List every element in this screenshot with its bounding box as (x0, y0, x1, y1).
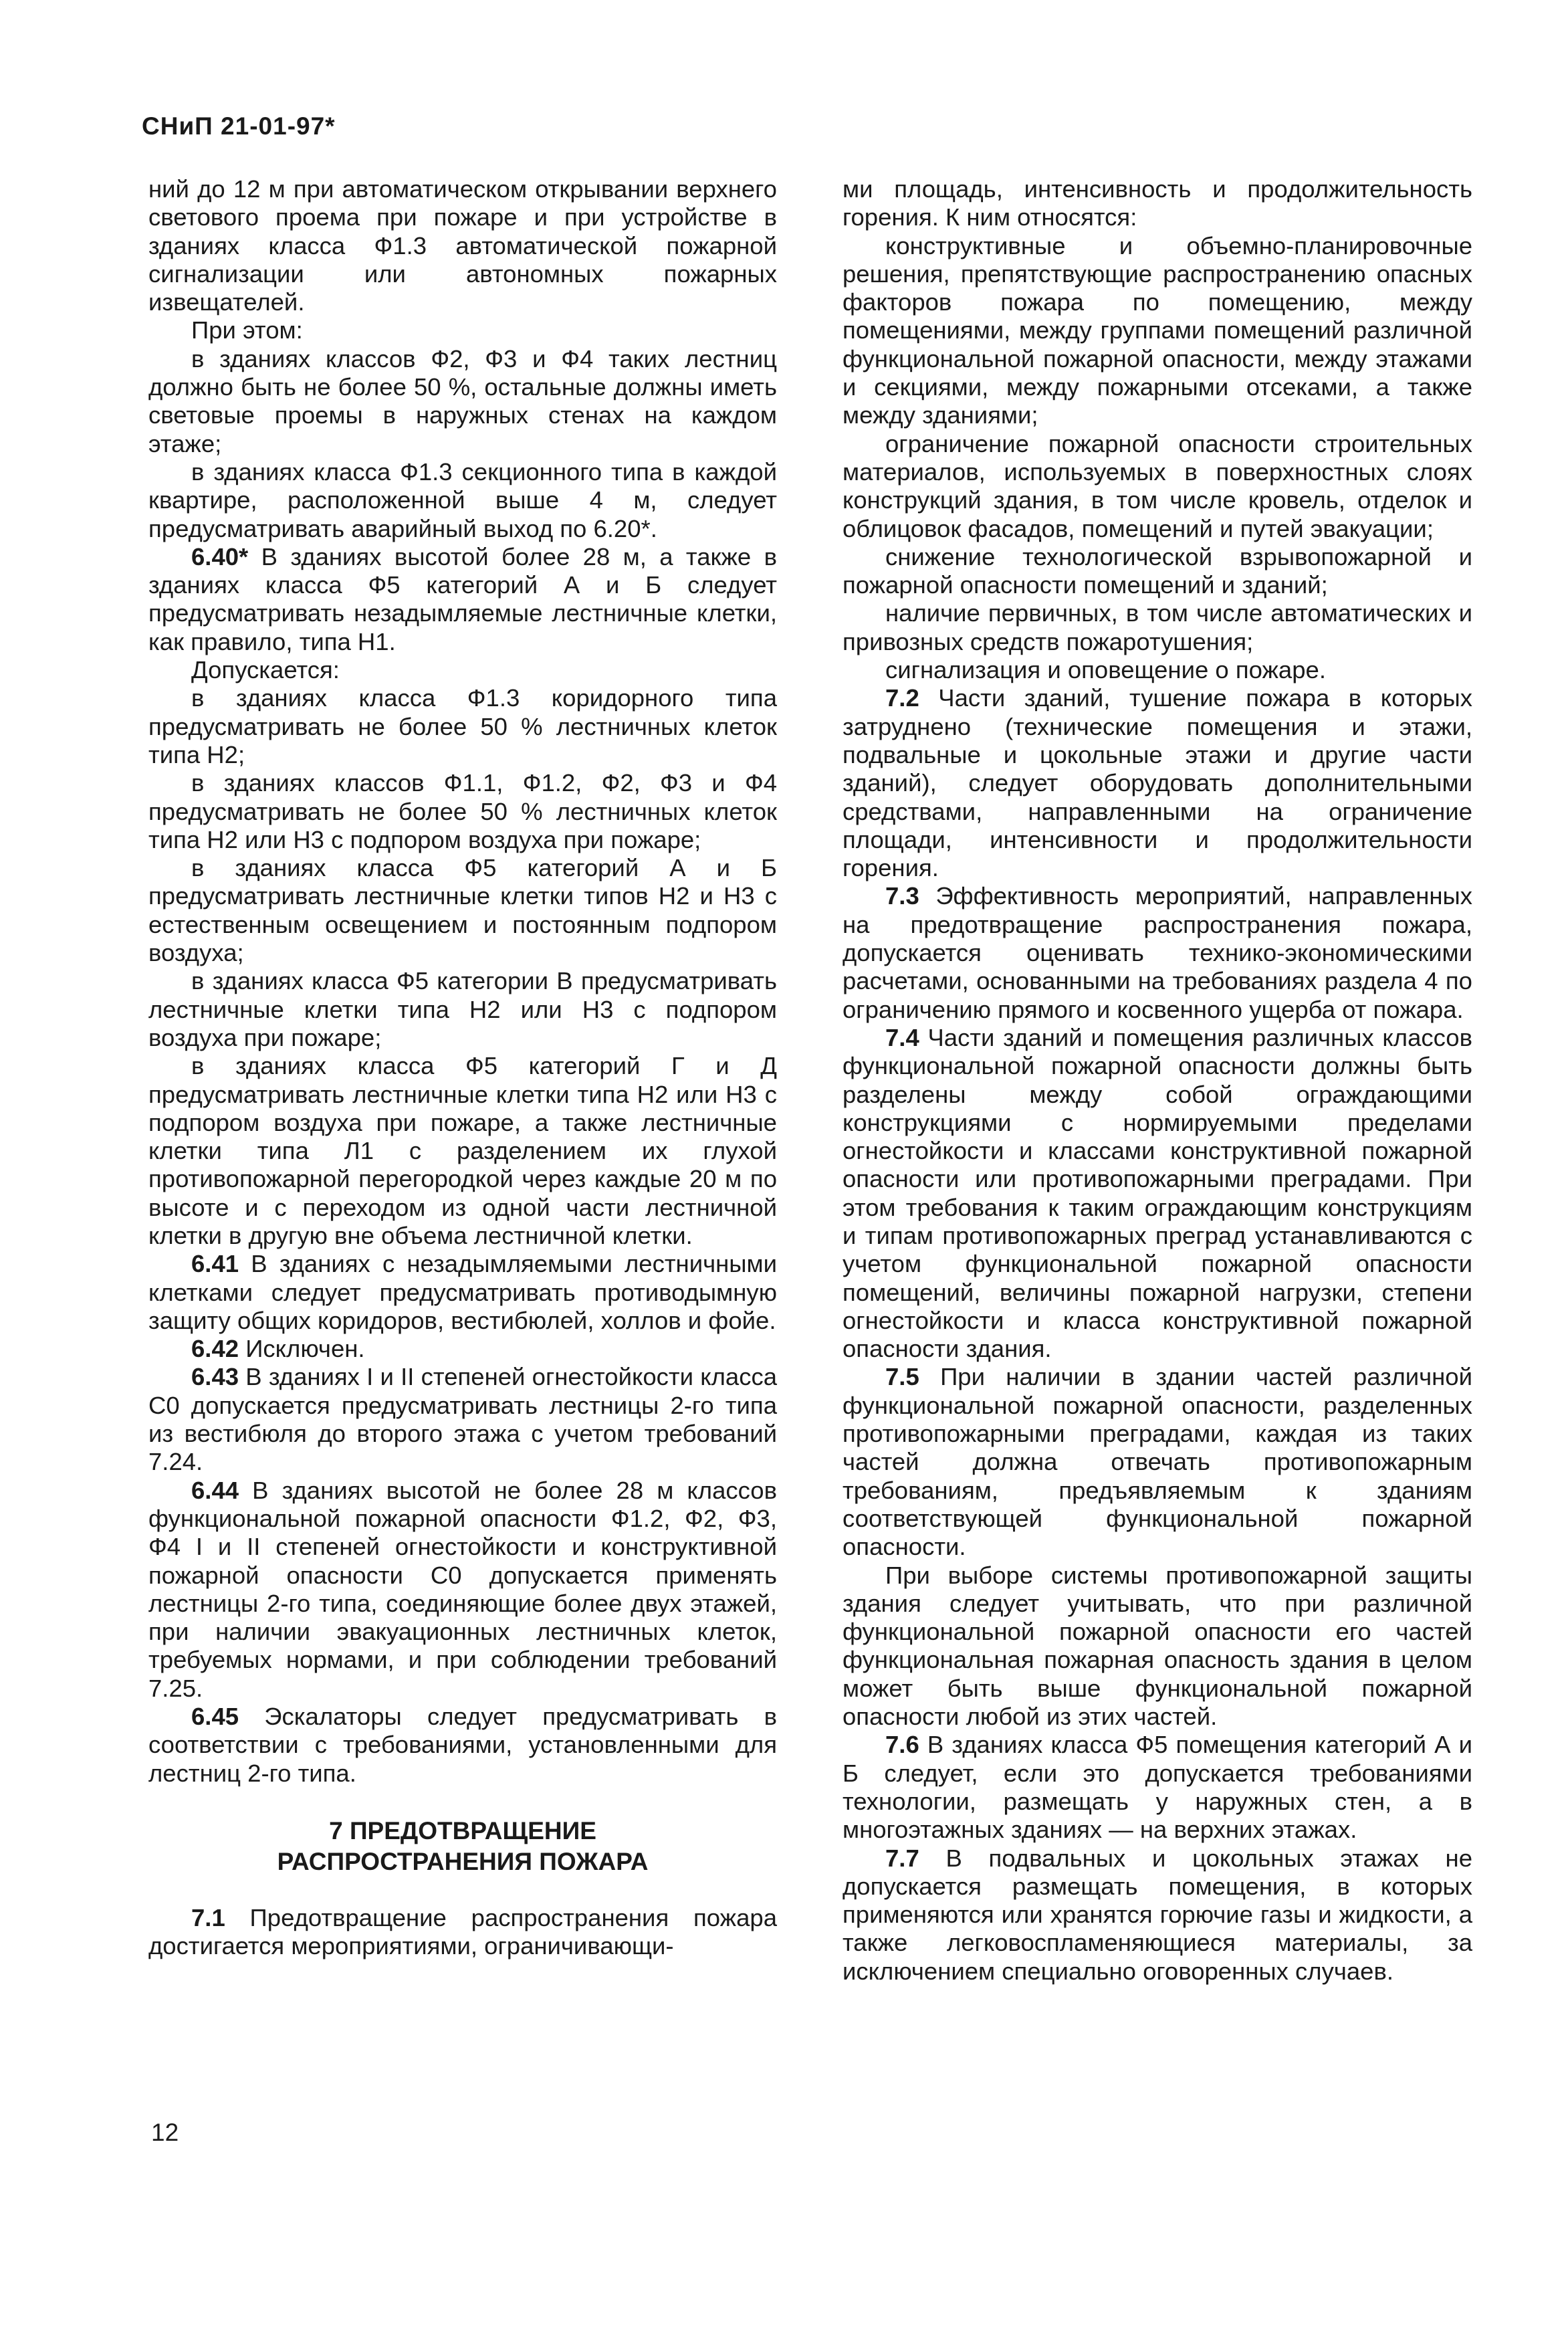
paragraph-text: в зданиях класса Ф1.3 коридорного типа предусматривать не более 50 % лестничных клеток типа Н2; (148, 684, 777, 768)
paragraph-text: При наличии в здании частей различной функциональной пожарной опасности, разделенных противопожарными преградами, каждая из таких частей должна отвечать противопожарным требованиям, предъявляемым к зданиям соответствующей функциональной пожарной опасности. (843, 1363, 1472, 1561)
page-number: 12 (151, 2119, 179, 2146)
paragraph-text: В зданиях с незадымляемыми лестничными клетками следует предусматривать противодымную защиту общих коридоров, вестибюлей, холлов и фойе. (148, 1250, 777, 1334)
paragraph-text: в зданиях класса Ф5 категории В предусматривать лестничные клетки типа Н2 или Н3 с подпором воздуха при пожаре; (148, 967, 777, 1051)
paragraph (843, 232, 1472, 430)
right-paragraphs (843, 175, 1472, 1986)
clause-number: 6.43 (191, 1363, 239, 1391)
paragraph (148, 1363, 777, 1476)
section-title (148, 1816, 777, 1877)
clause-number: 6.42 (191, 1335, 239, 1363)
paragraph (148, 1477, 777, 1703)
section-title-line-2: РАСПРОСТРАНЕНИЯ ПОЖАРА (277, 1847, 649, 1875)
paragraph (148, 1335, 777, 1363)
paragraph (148, 175, 777, 316)
paragraph (843, 1363, 1472, 1561)
paragraph (843, 543, 1472, 600)
paragraph (843, 1844, 1472, 1986)
paragraph (148, 458, 777, 543)
paragraph (843, 684, 1472, 882)
paragraph-text: в зданиях классов Ф1.1, Ф1.2, Ф2, Ф3 и Ф4 предусматривать не более 50 % лестничных клеток типа Н2 или Н3 с подпором воздуха при пожаре; (148, 769, 777, 853)
clause-number: 6.44 (191, 1476, 239, 1504)
paragraph-text: При выборе системы противопожарной защиты здания следует учитывать, что при различной функциональной пожарной опасности его частей функциональная пожарная опасность здания в целом может быть выше функциональной пожарной опасности любой из этих частей. (843, 1561, 1472, 1731)
paragraph-text: Части зданий, тушение пожара в которых затруднено (технические помещения и этажи, подвальные и цокольные этажи и другие части зданий), следует оборудовать дополнительными средствами, направленными на ограничение площади, интенсивности и продолжительности горения. (843, 684, 1472, 882)
paragraph (843, 430, 1472, 543)
paragraph (843, 656, 1472, 684)
paragraph (148, 684, 777, 769)
paragraph (148, 345, 777, 458)
paragraph-text: в зданиях класса Ф5 категорий Г и Д предусматривать лестничные клетки типа Н2 или Н3 с подпором воздуха при пожаре, а также лестничные клетки типа Л1 с разделением их глухой противопожарной перегородкой через каждые 20 м по высоте и с переходом из одной части лестничной клетки в другую вне объема лестничной клетки. (148, 1052, 777, 1249)
right-column (843, 175, 1472, 1986)
paragraph (843, 1731, 1472, 1844)
left-paragraphs-after (148, 1904, 777, 1961)
paragraph (148, 854, 777, 967)
paragraph (843, 882, 1472, 1023)
clause-number: 7.5 (885, 1363, 919, 1391)
paragraph-text: В зданиях класса Ф5 помещения категорий А и Б следует, если это допускается требованиями технологии, размещать у наружных стен, а в многоэтажных зданиях — на верхних этажах. (843, 1731, 1472, 1844)
document-code-header: СНиП 21-01-97* (142, 112, 336, 140)
paragraph (843, 175, 1472, 232)
paragraph-text: конструктивные и объемно-планировочные решения, препятствующие распространению опасных факторов пожара по помещению, между помещениями, между группами помещений различной функциональной пожарной опасности, между этажами и секциями, между пожарными отсеками, а также между зданиями; (843, 231, 1472, 429)
paragraph-text: В зданиях высотой более 28 м, а также в зданиях класса Ф5 категорий А и Б следует предусматривать незадымляемые лестничные клетки, как правило, типа Н1. (148, 542, 777, 655)
left-column (148, 175, 777, 1961)
paragraph (148, 967, 777, 1052)
clause-number: 6.41 (191, 1250, 239, 1278)
paragraph (148, 769, 777, 854)
paragraph-text: в зданиях класса Ф5 категорий А и Б предусматривать лестничные клетки типов Н2 и Н3 с естественным освещением и постоянным подпором воздуха; (148, 854, 777, 967)
left-paragraphs (148, 175, 777, 1788)
paragraph-text: В зданиях I и II степеней огнестойкости класса С0 допускается предусматривать лестницы 2-го типа из вестибюля до второго этажа с учетом требований 7.24. (148, 1363, 777, 1476)
paragraph-text: Исключен. (239, 1335, 365, 1363)
paragraph-text: снижение технологической взрывопожарной и пожарной опасности помещений и зданий; (843, 542, 1472, 599)
paragraph (843, 1562, 1472, 1731)
paragraph (148, 316, 777, 344)
clause-number: 6.45 (191, 1703, 239, 1731)
paragraph (843, 599, 1472, 656)
clause-number: 7.7 (885, 1844, 919, 1872)
paragraph-text: ний до 12 м при автоматическом открывании верхнего светового проема при пожаре и при устройстве в зданиях класса Ф1.3 автоматической пожарной сигнализации или автономных пожарных извещателей. (148, 175, 777, 316)
paragraph-text: В подвальных и цокольных этажах не допускается размещать помещения, в которых применяются или хранятся горючие газы и жидкости, а также легковоспламеняющиеся материалы, за исключением специально оговоренных случаев. (843, 1844, 1472, 1985)
clause-number: 7.4 (885, 1023, 919, 1051)
paragraph (148, 1052, 777, 1250)
paragraph-text: в зданиях классов Ф2, Ф3 и Ф4 таких лестниц должно быть не более 50 %, остальные должны иметь световые проемы в наружных стенах на каждом этаже; (148, 344, 777, 457)
clause-number: 7.2 (885, 684, 919, 712)
paragraph (148, 1904, 777, 1961)
paragraph-text: Эскалаторы следует предусматривать в соответствии с требованиями, установленными для лестниц 2-го типа. (148, 1703, 777, 1787)
paragraph-text: В зданиях высотой не более 28 м классов функциональной пожарной опасности Ф1.2, Ф2, Ф3, Ф4 I и II степеней огнестойкости и конструктивной пожарной опасности С0 допускается применять лестницы 2-го типа, соединяющие более двух этажей, при наличии эвакуационных лестничных клеток, требуемых нормами, и при соблюдении требований 7.25. (148, 1476, 777, 1702)
paragraph-text: Части зданий и помещения различных классов функциональной пожарной опасности должны быть разделены между собой ограждающими конструкциями с нормируемыми пределами огнестойкости и классами конструктивной пожарной опасности или противопожарными преградами. При этом требования к таким ограждающим конструкциям и типам противопожарных преград устанавливаются с учетом функциональной пожарной опасности помещений, величины пожарной нагрузки, степени огнестойкости и класса конструктивной пожарной опасности здания. (843, 1023, 1472, 1363)
paragraph-text: ограничение пожарной опасности строительных материалов, используемых в поверхностных слоях конструкций здания, в том числе кровель, отделок и облицовок фасадов, помещений и путей эвакуации; (843, 429, 1472, 542)
paragraph (148, 1703, 777, 1788)
paragraph-text: Эффективность мероприятий, направленных на предотвращение распространения пожара, допускается оценивать технико-экономическими расчетами, основанными на требованиях раздела 4 по ограничению прямого и косвенного ущерба от пожара. (843, 882, 1472, 1023)
paragraph-text: наличие первичных, в том числе автоматических и привозных средств пожаротушения; (843, 599, 1472, 655)
paragraph-text: в зданиях класса Ф1.3 секционного типа в каждой квартире, расположенной выше 4 м, следует предусматривать аварийный выход по 6.20*. (148, 457, 777, 542)
clause-number: 6.40* (191, 542, 249, 570)
paragraph-text: При этом: (191, 316, 303, 344)
paragraph (148, 656, 777, 684)
paragraph-text: ми площадь, интенсивность и продолжительность горения. К ним относятся: (843, 175, 1472, 231)
paragraph (148, 543, 777, 656)
paragraph-text: Предотвращение распространения пожара достигается мероприятиями, ограничивающи- (148, 1903, 777, 1960)
paragraph-text: сигнализация и оповещение о пожаре. (885, 656, 1326, 684)
paragraph-text: Допускается: (191, 656, 340, 684)
clause-number: 7.3 (885, 882, 919, 910)
clause-number: 7.6 (885, 1731, 919, 1759)
paragraph (843, 1024, 1472, 1364)
section-title-line-1: 7 ПРЕДОТВРАЩЕНИЕ (329, 1816, 596, 1844)
clause-number: 7.1 (191, 1903, 225, 1931)
paragraph (148, 1250, 777, 1335)
